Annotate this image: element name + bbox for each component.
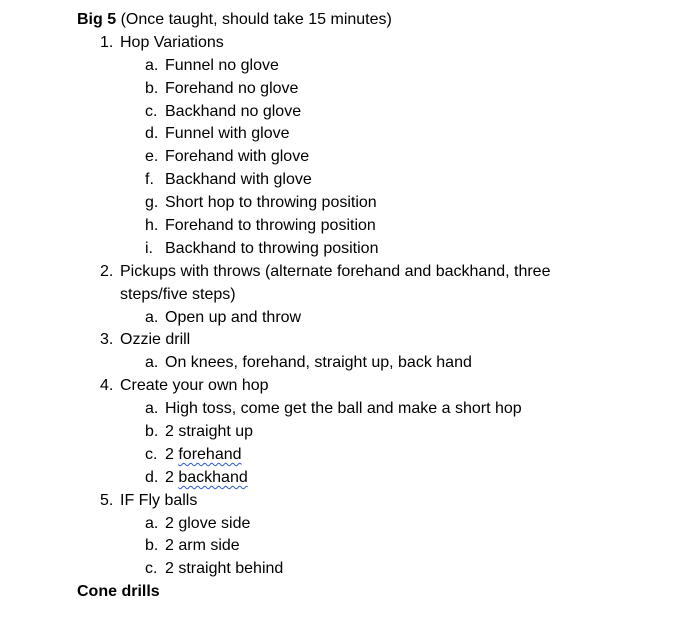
spellcheck-flagged-word[interactable]: forehand: [178, 445, 242, 463]
sub-list-item: [0, 467, 697, 490]
sub-list-item-text: Forehand to throwing position: [165, 217, 376, 235]
sub-list-item: [0, 398, 697, 421]
list-item-continuation: [0, 284, 697, 307]
list-item: [0, 490, 697, 513]
footer-heading-bold: Cone drills: [77, 583, 160, 601]
list-marker: 3.: [100, 331, 114, 349]
sub-list-marker: a.: [145, 308, 159, 326]
sub-list-marker: a.: [145, 354, 159, 372]
sub-list-item: [0, 192, 697, 215]
sub-list-marker: c.: [145, 102, 158, 120]
sub-list-item: [0, 558, 697, 581]
sub-list-item-text: Forehand no glove: [165, 79, 299, 97]
sub-list-item: [0, 169, 697, 192]
sub-list-marker: g.: [145, 194, 159, 212]
list-item: [0, 329, 697, 352]
sub-list-marker: b.: [145, 537, 159, 555]
list-item: [0, 375, 697, 398]
list-marker: 1.: [100, 33, 114, 51]
sub-list-item-text: Funnel with glove: [165, 125, 290, 143]
sub-list-item: [0, 352, 697, 375]
sub-list-item: [0, 123, 697, 146]
list-item-text: Ozzie drill: [120, 331, 191, 349]
list-item-text-continued: steps/five steps): [120, 285, 236, 303]
sub-list-marker: h.: [145, 217, 159, 235]
section-heading-big-5: [0, 9, 697, 32]
spellcheck-flagged-word[interactable]: backhand: [178, 468, 248, 486]
heading-note: (Once taught, should take 15 minutes): [116, 11, 392, 28]
sub-list-item-prefix: 2: [165, 445, 179, 463]
sub-list-item-text: Backhand with glove: [165, 171, 312, 189]
list-marker: 2.: [100, 262, 114, 280]
sub-list-item: [0, 146, 697, 169]
sub-list-item-text: Open up and throw: [165, 308, 302, 326]
sub-list-item: [0, 101, 697, 124]
list-item-text: Pickups with throws (alternate forehand and backhand, three: [120, 262, 551, 280]
sub-list-marker: i.: [145, 239, 153, 257]
sub-list-item-text: Funnel no glove: [165, 56, 279, 74]
list-marker: 5.: [100, 491, 114, 509]
sub-list-item-text: Forehand with glove: [165, 148, 310, 166]
sub-list-marker: f.: [145, 171, 154, 189]
list-item: [0, 261, 697, 284]
sub-list-marker: e.: [145, 148, 159, 166]
sub-list-marker: a.: [145, 400, 159, 418]
sub-list-item-text: On knees, forehand, straight up, back hand: [165, 354, 472, 372]
sub-list-item: [0, 421, 697, 444]
list-item-text: IF Fly balls: [120, 491, 198, 509]
sub-list-marker: a.: [145, 56, 159, 74]
sub-list-item-text: 2 glove side: [165, 514, 251, 532]
list-item: [0, 32, 697, 55]
sub-list-marker: d.: [145, 468, 159, 486]
list-marker: 4.: [100, 377, 114, 395]
sub-list-item: [0, 78, 697, 101]
list-item-text: Create your own hop: [120, 377, 269, 395]
sub-list-marker: a.: [145, 514, 159, 532]
sub-list-marker: c.: [145, 445, 158, 463]
sub-list-item: [0, 238, 697, 261]
sub-list-item-text: 2 straight up: [165, 423, 254, 441]
sub-list-item-text: Backhand no glove: [165, 102, 302, 120]
sub-list-item-text: 2 straight behind: [165, 560, 284, 578]
heading-bold: Big 5: [77, 11, 117, 28]
section-heading-cone-drills: [0, 581, 697, 604]
sub-list-item-prefix: 2: [165, 468, 179, 486]
sub-list-marker: b.: [145, 79, 159, 97]
sub-list-marker: d.: [145, 125, 159, 143]
sub-list-item: [0, 215, 697, 238]
sub-list-item-text: Backhand to throwing position: [165, 239, 379, 257]
sub-list-item: [0, 55, 697, 78]
sub-list-item: [0, 307, 697, 330]
sub-list-marker: b.: [145, 423, 159, 441]
sub-list-item-text: High toss, come get the ball and make a short hop: [165, 400, 522, 418]
sub-list-item-text: 2 arm side: [165, 537, 240, 555]
sub-list-item: [0, 444, 697, 467]
document-body: [0, 9, 697, 604]
sub-list-item-text: Short hop to throwing position: [165, 194, 377, 212]
sub-list-marker: c.: [145, 560, 158, 578]
sub-list-item: [0, 513, 697, 536]
sub-list-item: [0, 535, 697, 558]
list-item-text: Hop Variations: [120, 33, 224, 51]
